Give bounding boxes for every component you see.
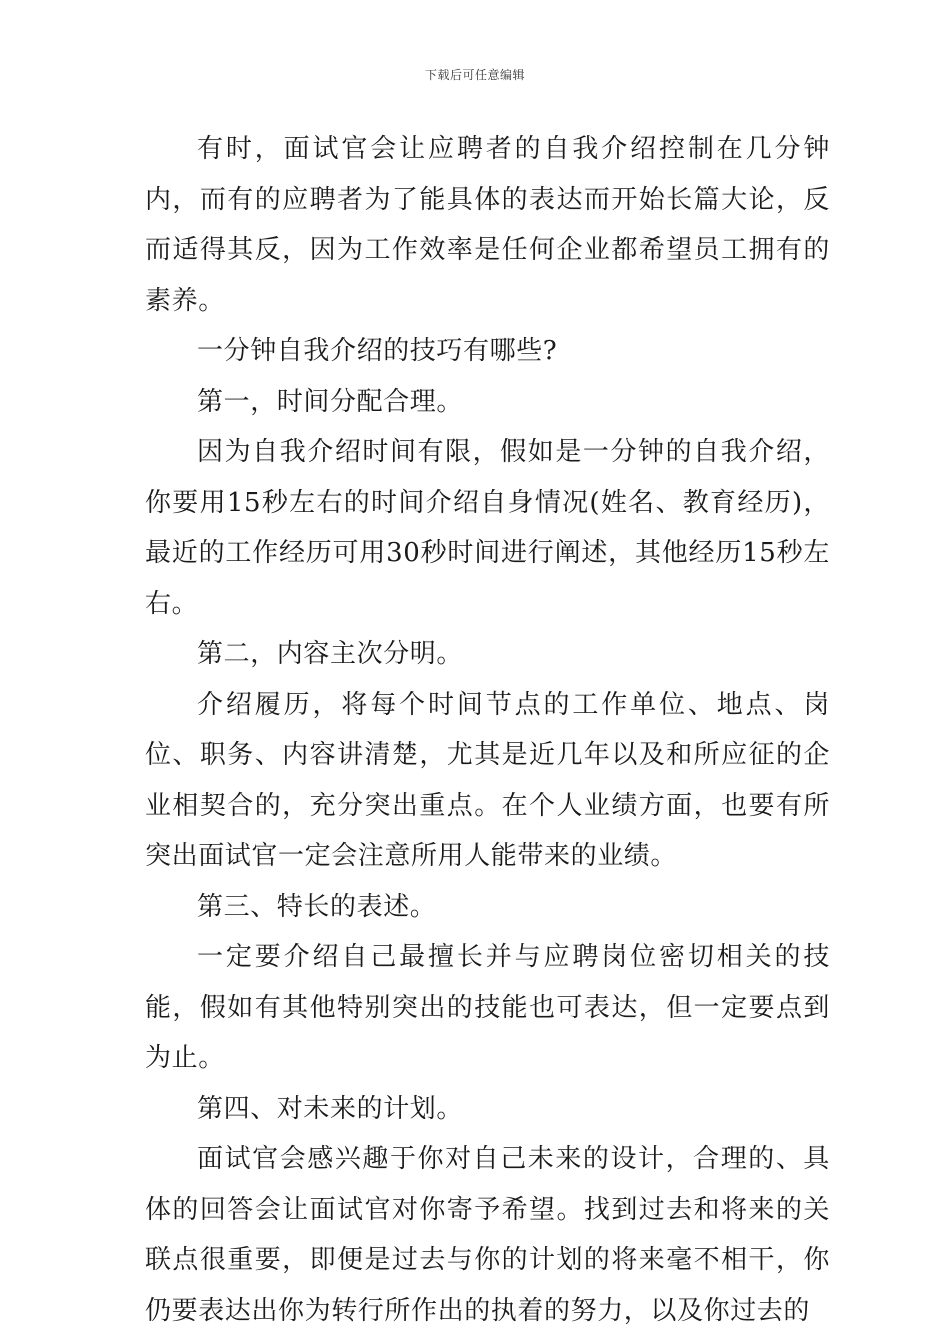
header-note: 下载后可任意编辑 [424, 68, 525, 82]
paragraph-intro: 有时，面试官会让应聘者的自我介绍控制在几分钟内，而有的应聘者为了能具体的表达而开始长篇大论，反而适得其反，因为工作效率是任何企业都希望员工拥有的素养。 [145, 134, 830, 316]
paragraph-third-point: 一定要介绍自己最擅长并与应聘岗位密切相关的技能，假如有其他特别突出的技能也可表达，但一定要点到为止。 [145, 942, 830, 1073]
paragraph-question: 一分钟自我介绍的技巧有哪些? [197, 336, 558, 366]
document-body [145, 124, 830, 1336]
paragraph-fourth-point: 面试官会感兴趣于你对自己未来的设计，合理的、具体的回答会让面试官对你寄予希望。找到过去和将来的关联点很重要，即便是过去与你的计划的将来毫不相干，你仍要表达出你为转行所作出的执着的努力，以及你过去的 [145, 1144, 830, 1326]
heading-fourth-point: 第四、对未来的计划。 [197, 1093, 464, 1124]
paragraph-first-point: 因为自我介绍时间有限，假如是一分钟的自我介绍，你要用15秒左右的时间介绍自身情况(姓名、教育经历)，最近的工作经历可用30秒时间进行阐述，其他经历15秒左右。 [145, 437, 830, 619]
heading-first-point: 第一，时间分配合理。 [197, 386, 464, 417]
paragraph-second-point: 介绍履历，将每个时间节点的工作单位、地点、岗位、职务、内容讲清楚，尤其是近几年以及和所应征的企业相契合的，充分突出重点。在个人业绩方面，也要有所突出面试官一定会注意所用人能带来的业绩。 [145, 689, 830, 871]
heading-third-point: 第三、特长的表述。 [197, 891, 437, 922]
heading-second-point: 第二，内容主次分明。 [197, 639, 464, 669]
